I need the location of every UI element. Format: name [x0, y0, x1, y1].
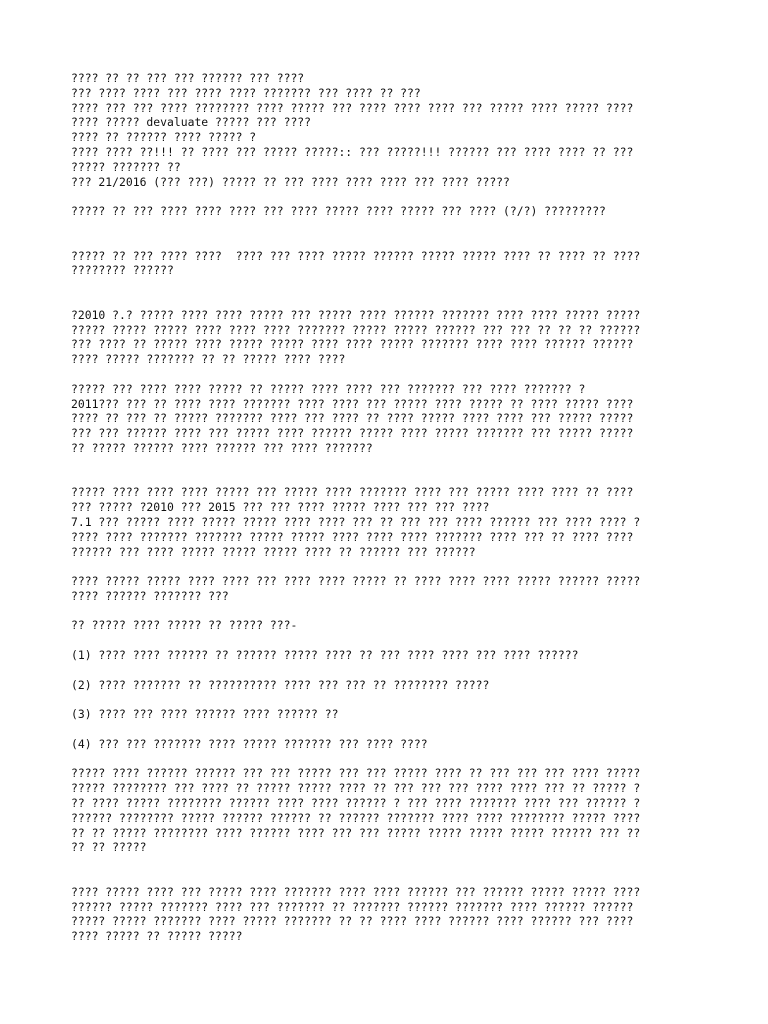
- paragraph: [71, 885, 711, 944]
- paragraph-spacer: [71, 189, 711, 204]
- text-line: ???? ????? ????? ???? ???? ??? ???? ???? ????? ?? ???? ???? ???? ????? ?????? ?????: [71, 574, 641, 589]
- text-line: ?? ?? ????? ???????? ???? ?????? ???? ??? ??? ????? ????? ????? ????? ?????? ??? ??: [71, 825, 641, 840]
- text-line: ??? ???? ?? ????? ???? ????? ????? ???? ???? ????? ??????? ???? ???? ?????? ??????: [71, 337, 634, 352]
- text-line: ???? ????? ??????? ?? ?? ????? ???? ????: [71, 352, 346, 367]
- text-line: ???? ????? ???? ??? ????? ???? ??????? ???? ???? ?????? ??? ?????? ????? ????? ????: [71, 884, 641, 899]
- text-line: ???? ???? ??!!! ?? ???? ??? ????? ?????:: ??? ?????!!! ?????? ??? ???? ???? ?? ???: [71, 144, 634, 159]
- paragraph-spacer: [71, 752, 711, 767]
- paragraph: [71, 204, 711, 219]
- paragraph-spacer: [71, 278, 711, 308]
- text-line: ?2010 ?.? ????? ???? ???? ????? ??? ????? ???? ?????? ??????? ???? ???? ????? ?????: [71, 307, 641, 322]
- text-line: ???????? ??????: [71, 263, 174, 278]
- text-line: ?? ????? ?????? ???? ?????? ??? ???? ???????: [71, 440, 373, 455]
- text-line: ???? ???? ??????? ??????? ????? ????? ???? ???? ???? ??????? ???? ??? ?? ???? ????: [71, 529, 634, 544]
- paragraph: [71, 648, 711, 663]
- text-line: ????? ???? ???? ???? ????? ??? ????? ???? ??????? ???? ??? ????? ???? ???? ?? ????: [71, 485, 634, 500]
- text-line: ??? ???? ???? ??? ???? ???? ??????? ??? ???? ?? ???: [71, 85, 421, 100]
- paragraph: [71, 766, 711, 855]
- text-line: ????? ????? ????? ???? ???? ???? ??????? ????? ????? ?????? ??? ??? ?? ?? ?? ??????: [71, 322, 641, 337]
- text-line: ???? ?? ?????? ???? ????? ?: [71, 130, 257, 145]
- text-line: ??? ??? ?????? ???? ??? ????? ???? ?????? ????? ???? ????? ??????? ??? ????? ?????: [71, 426, 634, 441]
- paragraph: [71, 737, 711, 752]
- text-line: 2011??? ??? ?? ???? ???? ??????? ???? ???? ??? ????? ???? ????? ?? ???? ????? ????: [71, 396, 634, 411]
- paragraph-spacer: [71, 219, 711, 249]
- paragraph: [71, 71, 711, 189]
- text-line: (3) ???? ??? ???? ?????? ???? ?????? ??: [71, 707, 339, 722]
- text-line: ????? ?? ??? ???? ???? ???? ??? ???? ????? ?????? ????? ????? ???? ?? ???? ?? ????: [71, 248, 641, 263]
- text-line: 7.1 ??? ????? ???? ????? ????? ???? ???? ??? ?? ??? ??? ???? ?????? ??? ???? ???? ?: [71, 514, 641, 529]
- paragraph-spacer: [71, 604, 711, 619]
- text-line: ???? ????? devaluate ????? ??? ????: [71, 115, 312, 130]
- paragraph-spacer: [71, 722, 711, 737]
- paragraph-spacer: [71, 633, 711, 648]
- text-line: (1) ???? ???? ?????? ?? ?????? ????? ???? ?? ??? ???? ???? ??? ???? ??????: [71, 648, 579, 663]
- text-line: ???? ?? ?? ??? ??? ?????? ??? ????: [71, 71, 305, 85]
- paragraph-spacer: [71, 663, 711, 678]
- text-line: ?? ???? ????? ???????? ?????? ???? ???? ?????? ? ??? ???? ??????? ???? ??? ?????? ?: [71, 796, 641, 811]
- text-line: ?????? ????? ??????? ???? ??? ??????? ?? ??????? ?????? ??????? ???? ?????? ??????: [71, 899, 634, 914]
- text-line: ?????? ???????? ????? ?????? ?????? ?? ?????? ??????? ???? ???? ???????? ????? ????: [71, 810, 641, 825]
- text-line: (2) ???? ??????? ?? ?????????? ???? ??? ??? ?? ???????? ?????: [71, 677, 490, 692]
- document-page: [71, 71, 711, 944]
- paragraph: [71, 574, 711, 604]
- paragraph: [71, 485, 711, 559]
- text-line: ????? ???? ?????? ?????? ??? ??? ????? ??? ??? ????? ???? ?? ??? ??? ??? ???? ?????: [71, 766, 641, 781]
- text-line: ???? ?????? ??????? ???: [71, 588, 229, 603]
- paragraph: [71, 308, 711, 367]
- text-line: ???? ????? ?? ????? ?????: [71, 929, 243, 944]
- text-line: ????? ??? ???? ???? ????? ?? ????? ???? ???? ??? ??????? ??? ???? ??????? ?: [71, 381, 586, 396]
- text-line: ????? ????? ??????? ???? ????? ??????? ?? ?? ???? ???? ?????? ???? ?????? ??? ????: [71, 914, 634, 929]
- text-line: ????? ?? ??? ???? ???? ???? ??? ???? ????? ???? ????? ??? ???? (?/?) ?????????: [71, 204, 606, 219]
- text-line: ?????? ??? ???? ????? ????? ????? ???? ?? ?????? ??? ??????: [71, 544, 476, 559]
- paragraph-spacer: [71, 456, 711, 486]
- paragraph-spacer: [71, 855, 711, 885]
- paragraph-spacer: [71, 692, 711, 707]
- text-line: ??? ????? ?2010 ??? 2015 ??? ??? ???? ????? ???? ??? ??? ????: [71, 500, 490, 515]
- text-line: ??? 21/2016 (??? ???) ????? ?? ??? ???? ???? ???? ??? ???? ?????: [71, 174, 510, 189]
- text-line: ?? ????? ???? ????? ?? ????? ???-: [71, 618, 298, 633]
- text-line: ???? ??? ??? ???? ???????? ???? ????? ??? ???? ???? ???? ??? ????? ???? ????? ????: [71, 100, 634, 115]
- paragraph: [71, 382, 711, 456]
- paragraph: [71, 618, 711, 633]
- text-line: ????? ??????? ??: [71, 159, 181, 174]
- paragraph: [71, 707, 711, 722]
- text-line: ???? ?? ??? ?? ????? ??????? ???? ??? ???? ?? ???? ????? ???? ???? ??? ????? ?????: [71, 411, 634, 426]
- paragraph-spacer: [71, 367, 711, 382]
- text-line: (4) ??? ??? ??????? ???? ????? ??????? ??? ???? ????: [71, 736, 428, 751]
- text-line: ????? ???????? ??? ???? ?? ????? ????? ???? ?? ??? ??? ??? ???? ???? ??? ?? ????? ?: [71, 781, 641, 796]
- paragraph: [71, 678, 711, 693]
- paragraph-spacer: [71, 559, 711, 574]
- paragraph: [71, 249, 711, 279]
- text-line: ?? ?? ?????: [71, 840, 147, 855]
